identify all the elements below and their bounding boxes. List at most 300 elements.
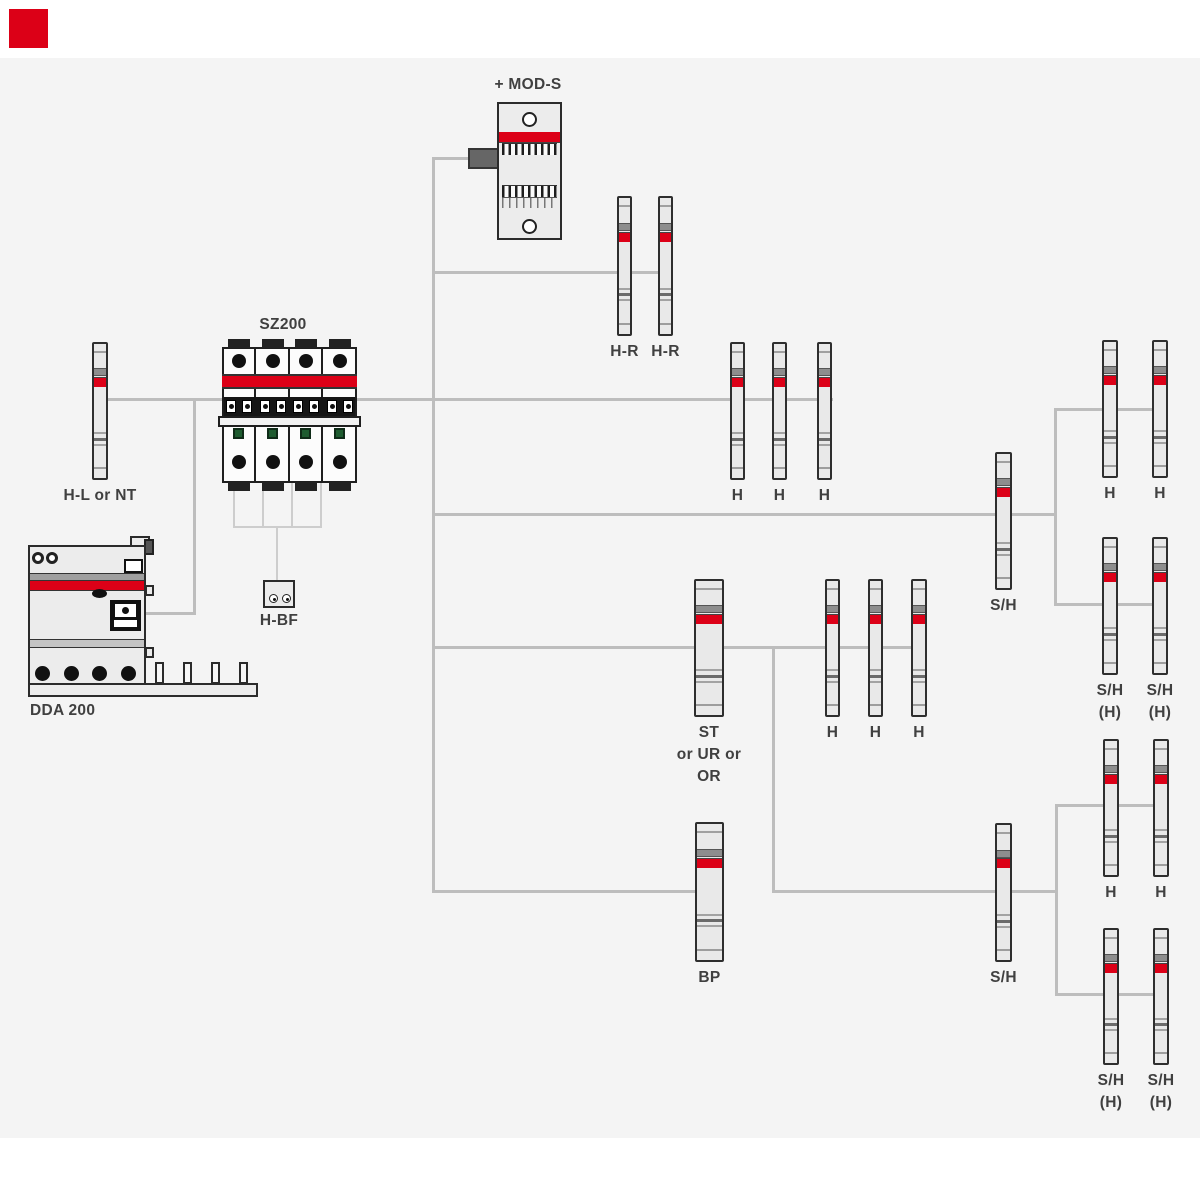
shh-right-lower-2-label bbox=[1148, 1070, 1175, 1114]
shh-right-upper-2-label-line: (H) bbox=[1148, 704, 1172, 721]
sz200-screw-icon bbox=[232, 455, 246, 469]
connection-line bbox=[320, 483, 322, 528]
sh-lower-stripe bbox=[997, 851, 1010, 857]
dda200-screw-icon bbox=[121, 666, 136, 681]
hr-1-stripe bbox=[619, 224, 630, 230]
hl-or-nt-stripe bbox=[94, 369, 106, 375]
h-mid-3-label bbox=[913, 722, 925, 744]
h-mid-2-stripe bbox=[870, 588, 881, 590]
h-top-1-stripe bbox=[732, 369, 743, 375]
sz200-label: SZ200 bbox=[259, 316, 307, 333]
shh-right-lower-1-label-line: (H) bbox=[1099, 1094, 1123, 1111]
sh-lower-stripe bbox=[997, 920, 1010, 923]
sh-lower-label-line: S/H bbox=[990, 969, 1017, 986]
shh-right-lower-2-red-band bbox=[1155, 964, 1167, 973]
st-ur-or-label bbox=[677, 722, 741, 788]
sh-lower-red-band bbox=[997, 859, 1010, 868]
h-right-lower-1-module bbox=[1103, 739, 1119, 877]
shh-right-lower-1-stripe bbox=[1105, 937, 1117, 939]
dda200-screw-icon bbox=[35, 666, 50, 681]
hr-2-module bbox=[658, 196, 673, 336]
h-right-upper-1-stripe bbox=[1104, 430, 1116, 432]
hr-1-stripe bbox=[619, 288, 630, 290]
sh-upper-red-band bbox=[997, 488, 1010, 497]
h-mid-1-stripe bbox=[827, 669, 838, 671]
shh-right-lower-2-label-line: (H) bbox=[1149, 1094, 1173, 1111]
connection-line bbox=[1118, 603, 1152, 606]
sh-lower-stripe bbox=[997, 914, 1010, 916]
h-right-lower-2-module bbox=[1153, 739, 1169, 877]
dda200-gray-band bbox=[30, 573, 144, 581]
bp-stripe bbox=[697, 831, 722, 833]
dda200-busbar-pin bbox=[183, 662, 192, 684]
dda200-baseplate bbox=[28, 683, 258, 697]
shh-right-upper-2-module bbox=[1152, 537, 1168, 675]
sz200-red-band bbox=[222, 376, 357, 387]
h-top-3-stripe bbox=[819, 369, 830, 375]
st-ur-or-label-line: or UR or bbox=[676, 746, 742, 763]
connection-line bbox=[883, 646, 911, 649]
connection-line bbox=[1118, 408, 1152, 411]
mod-s-clip-strip bbox=[502, 197, 557, 208]
h-top-2-stripe bbox=[774, 467, 785, 469]
h-right-lower-1-stripe bbox=[1105, 841, 1117, 843]
mod-s-knob bbox=[468, 148, 499, 169]
h-top-3-label bbox=[819, 485, 831, 507]
shh-right-lower-2-stripe bbox=[1155, 1052, 1167, 1054]
connection-line bbox=[291, 483, 293, 528]
h-right-lower-1-stripe bbox=[1105, 829, 1117, 831]
shh-right-upper-1-label bbox=[1097, 680, 1124, 724]
shh-right-upper-2-stripe bbox=[1154, 564, 1166, 570]
h-right-upper-1-label-line: H bbox=[1104, 485, 1116, 502]
h-top-3-module bbox=[817, 342, 832, 480]
connection-line bbox=[840, 646, 868, 649]
sz200-bottom-terminal bbox=[228, 482, 250, 491]
hl-or-nt-stripe bbox=[94, 438, 106, 441]
hr-2-stripe bbox=[660, 224, 671, 230]
shh-right-lower-2-stripe bbox=[1155, 1029, 1167, 1031]
bp-stripe bbox=[697, 949, 722, 951]
h-right-lower-2-stripe bbox=[1155, 829, 1167, 831]
connection-line bbox=[1054, 408, 1057, 606]
sh-upper-stripe bbox=[997, 554, 1010, 556]
shh-right-lower-1-stripe bbox=[1105, 1052, 1117, 1054]
h-right-lower-2-stripe bbox=[1155, 835, 1167, 838]
mod-s-contact-comb-upper bbox=[502, 143, 557, 155]
h-mid-2-red-band bbox=[870, 615, 881, 624]
shh-right-lower-1-label bbox=[1098, 1070, 1125, 1114]
sz200-top-terminal bbox=[228, 339, 250, 348]
shh-right-lower-1-label-line: S/H bbox=[1097, 1072, 1125, 1089]
shh-right-upper-1-stripe bbox=[1104, 633, 1116, 636]
shh-right-upper-1-red-band bbox=[1104, 573, 1116, 582]
hr-2-label-line: H-R bbox=[651, 343, 680, 360]
shh-right-upper-1-label-line: S/H bbox=[1096, 682, 1124, 699]
h-mid-2-label bbox=[870, 722, 882, 744]
h-top-1-stripe bbox=[732, 444, 743, 446]
sz200-status-indicator bbox=[334, 428, 345, 439]
hr-2-label bbox=[651, 341, 679, 363]
h-top-1-module bbox=[730, 342, 745, 480]
sz200-bottom-terminal bbox=[295, 482, 317, 491]
bp-module bbox=[695, 822, 724, 962]
hr-2-red-band bbox=[660, 233, 671, 242]
connection-line bbox=[1118, 993, 1153, 996]
h-right-lower-1-label bbox=[1105, 882, 1117, 904]
hr-2-stripe bbox=[660, 288, 671, 290]
sh-lower-stripe bbox=[997, 832, 1010, 834]
h-top-3-red-band bbox=[819, 378, 830, 387]
sz200-toggle-dot bbox=[296, 404, 301, 409]
h-top-2-stripe bbox=[774, 444, 785, 446]
dda200-test-button-icon bbox=[46, 552, 58, 564]
shh-right-upper-2-stripe bbox=[1154, 633, 1166, 636]
connection-line bbox=[1057, 603, 1102, 606]
dda200-label: DDA 200 bbox=[30, 702, 96, 719]
h-right-lower-1-label-line: H bbox=[1105, 884, 1117, 901]
h-mid-3-red-band bbox=[913, 615, 925, 624]
h-mid-2-stripe bbox=[870, 669, 881, 671]
sz200-top-terminal bbox=[295, 339, 317, 348]
shh-right-upper-2-stripe bbox=[1154, 662, 1166, 664]
sz200-toggle-dot bbox=[330, 404, 335, 409]
shh-right-lower-2-stripe bbox=[1155, 1018, 1167, 1020]
sh-upper-label-line: S/H bbox=[990, 597, 1017, 614]
mod-s-screw-bottom-icon bbox=[522, 219, 537, 234]
sz200-status-indicator bbox=[267, 428, 278, 439]
hl-or-nt-stripe bbox=[94, 351, 106, 353]
h-top-3-stripe bbox=[819, 351, 830, 353]
hr-1-module bbox=[617, 196, 632, 336]
h-top-3-stripe bbox=[819, 438, 830, 441]
shh-right-upper-2-label bbox=[1147, 680, 1174, 724]
h-top-1-label-line: H bbox=[731, 487, 744, 504]
h-bf-label: H-BF bbox=[259, 612, 299, 629]
sz200-toggle-dot bbox=[279, 404, 284, 409]
bp-stripe bbox=[697, 925, 722, 927]
st-ur-or-stripe bbox=[696, 681, 722, 683]
sh-upper-module bbox=[995, 452, 1012, 590]
connection-line bbox=[435, 890, 695, 893]
h-mid-2-label-line: H bbox=[869, 724, 882, 741]
hr-1-stripe bbox=[619, 299, 630, 301]
diagram-background bbox=[0, 58, 1200, 1138]
h-mid-3-stripe bbox=[913, 675, 925, 678]
bp-stripe bbox=[697, 919, 722, 922]
mod-s-screw-top-icon bbox=[522, 112, 537, 127]
h-mid-1-stripe bbox=[827, 606, 838, 612]
hr-2-stripe bbox=[660, 323, 671, 325]
h-right-upper-1-stripe bbox=[1104, 367, 1116, 373]
h-mid-3-stripe bbox=[913, 588, 925, 590]
hr-1-stripe bbox=[619, 293, 630, 296]
st-ur-or-red-band bbox=[696, 615, 722, 624]
hl-or-nt-module bbox=[92, 342, 108, 480]
connection-line bbox=[775, 890, 996, 893]
connection-line bbox=[435, 513, 996, 516]
sz200-bottom-terminal bbox=[329, 482, 351, 491]
h-bf-device bbox=[263, 580, 295, 608]
connection-line bbox=[1058, 993, 1103, 996]
st-ur-or-stripe bbox=[696, 606, 722, 612]
h-right-upper-2-stripe bbox=[1154, 367, 1166, 373]
h-right-upper-1-stripe bbox=[1104, 442, 1116, 444]
shh-right-lower-1-stripe bbox=[1105, 1018, 1117, 1020]
h-top-2-label bbox=[774, 485, 786, 507]
h-right-upper-2-stripe bbox=[1154, 436, 1166, 439]
bp-stripe bbox=[697, 914, 722, 916]
sz200-handle-tie-bar bbox=[218, 416, 361, 427]
h-top-1-red-band bbox=[732, 378, 743, 387]
mod-s-contact-comb-lower bbox=[502, 185, 557, 197]
h-right-lower-1-stripe bbox=[1105, 835, 1117, 838]
h-right-upper-1-red-band bbox=[1104, 376, 1116, 385]
shh-right-upper-2-red-band bbox=[1154, 573, 1166, 582]
h-top-2-label-line: H bbox=[773, 487, 786, 504]
h-mid-2-stripe bbox=[870, 704, 881, 706]
sz200-screw-icon bbox=[232, 354, 246, 368]
h-right-lower-2-stripe bbox=[1155, 766, 1167, 772]
h-mid-1-label-line: H bbox=[826, 724, 839, 741]
st-ur-or-label-line: OR bbox=[697, 768, 721, 785]
sz200-status-indicator bbox=[233, 428, 244, 439]
connection-line bbox=[1012, 890, 1058, 893]
shh-right-upper-1-stripe bbox=[1104, 639, 1116, 641]
h-top-1-label bbox=[732, 485, 744, 507]
h-right-upper-1-stripe bbox=[1104, 465, 1116, 467]
sh-upper-stripe bbox=[997, 548, 1010, 551]
h-top-1-stripe bbox=[732, 467, 743, 469]
sz200-toggle-dot bbox=[245, 404, 250, 409]
h-right-lower-2-label-line: H bbox=[1155, 884, 1167, 901]
hr-1-red-band bbox=[619, 233, 630, 242]
dda200-red-band bbox=[30, 581, 144, 591]
h-right-upper-2-label bbox=[1154, 483, 1166, 505]
st-ur-or-label-line: ST bbox=[698, 724, 720, 741]
shh-right-lower-1-module bbox=[1103, 928, 1119, 1065]
shh-right-upper-1-stripe bbox=[1104, 662, 1116, 664]
connection-line bbox=[632, 271, 658, 274]
shh-right-lower-2-stripe bbox=[1155, 1023, 1167, 1026]
sz200-red-band-edge bbox=[222, 387, 357, 389]
connection-line bbox=[1058, 804, 1103, 807]
hr-1-stripe bbox=[619, 205, 630, 207]
connection-line bbox=[435, 157, 468, 160]
h-mid-1-stripe bbox=[827, 675, 838, 678]
connection-line bbox=[1057, 408, 1102, 411]
hl-or-nt-stripe bbox=[94, 444, 106, 446]
sh-lower-module bbox=[995, 823, 1012, 962]
hl-or-nt-label bbox=[63, 485, 136, 507]
dda200-connector-dot bbox=[122, 607, 129, 614]
hr-1-label-line: H-R bbox=[610, 343, 639, 360]
h-mid-1-stripe bbox=[827, 681, 838, 683]
sh-upper-label bbox=[990, 595, 1017, 617]
mod-s-label: + MOD-S bbox=[494, 76, 562, 93]
h-mid-3-label-line: H bbox=[913, 724, 925, 741]
h-right-lower-1-stripe bbox=[1105, 864, 1117, 866]
bp-label bbox=[698, 967, 720, 989]
shh-right-upper-1-stripe bbox=[1104, 546, 1116, 548]
h-top-3-stripe bbox=[819, 467, 830, 469]
h-mid-1-red-band bbox=[827, 615, 838, 624]
h-right-upper-2-stripe bbox=[1154, 349, 1166, 351]
h-top-2-stripe bbox=[774, 351, 785, 353]
shh-right-lower-2-stripe bbox=[1155, 937, 1167, 939]
h-right-lower-2-stripe bbox=[1155, 748, 1167, 750]
h-right-lower-1-red-band bbox=[1105, 775, 1117, 784]
h-mid-1-stripe bbox=[827, 704, 838, 706]
h-bf-terminal-dot bbox=[273, 598, 276, 601]
dda200-busbar-pin bbox=[155, 662, 164, 684]
h-right-upper-1-stripe bbox=[1104, 349, 1116, 351]
h-mid-3-stripe bbox=[913, 681, 925, 683]
sz200-screw-icon bbox=[266, 455, 280, 469]
sh-lower-label bbox=[990, 967, 1017, 989]
shh-right-lower-1-stripe bbox=[1105, 955, 1117, 961]
connection-line bbox=[276, 526, 278, 582]
h-top-2-red-band bbox=[774, 378, 785, 387]
st-ur-or-module bbox=[694, 579, 724, 717]
h-right-lower-2-label bbox=[1155, 882, 1167, 904]
sz200-top-terminal bbox=[329, 339, 351, 348]
st-ur-or-stripe bbox=[696, 588, 722, 590]
sz200-toggle-dot bbox=[346, 404, 351, 409]
h-top-3-stripe bbox=[819, 444, 830, 446]
sz200-toggle-dot bbox=[229, 404, 234, 409]
h-right-upper-2-stripe bbox=[1154, 465, 1166, 467]
connection-line bbox=[1055, 804, 1058, 996]
sz200-screw-icon bbox=[333, 455, 347, 469]
dda200-lower-band bbox=[30, 639, 144, 648]
shh-right-upper-2-stripe bbox=[1154, 546, 1166, 548]
h-mid-2-stripe bbox=[870, 606, 881, 612]
h-right-lower-1-stripe bbox=[1105, 748, 1117, 750]
connection-line bbox=[772, 646, 775, 893]
h-mid-1-stripe bbox=[827, 588, 838, 590]
h-right-upper-2-stripe bbox=[1154, 430, 1166, 432]
sh-lower-stripe bbox=[997, 926, 1010, 928]
dda200-screw-icon bbox=[64, 666, 79, 681]
hl-or-nt-label-line: H-L or NT bbox=[63, 487, 137, 504]
connection-line bbox=[1118, 804, 1153, 807]
connection-line bbox=[435, 646, 694, 649]
sh-upper-stripe bbox=[997, 461, 1010, 463]
mod-s-device bbox=[497, 102, 562, 240]
h-mid-2-stripe bbox=[870, 681, 881, 683]
dda200-lever-icon bbox=[92, 589, 107, 598]
sz200-bottom-terminal bbox=[262, 482, 284, 491]
h-right-upper-2-label-line: H bbox=[1154, 485, 1166, 502]
h-top-2-stripe bbox=[774, 432, 785, 434]
hl-or-nt-red-band bbox=[94, 378, 106, 387]
sh-lower-stripe bbox=[997, 949, 1010, 951]
shh-right-lower-1-stripe bbox=[1105, 1023, 1117, 1026]
hr-2-stripe bbox=[660, 293, 671, 296]
logo-red-square bbox=[9, 9, 48, 48]
h-right-lower-1-stripe bbox=[1105, 766, 1117, 772]
hr-2-stripe bbox=[660, 205, 671, 207]
h-mid-2-stripe bbox=[870, 675, 881, 678]
shh-right-upper-2-label-line: S/H bbox=[1146, 682, 1174, 699]
connection-line bbox=[435, 271, 617, 274]
shh-right-lower-2-module bbox=[1153, 928, 1169, 1065]
shh-right-upper-1-stripe bbox=[1104, 564, 1116, 570]
shh-right-lower-1-stripe bbox=[1105, 1029, 1117, 1031]
bp-label-line: BP bbox=[698, 969, 721, 986]
dda200-side-tab bbox=[145, 647, 154, 658]
sz200-top-terminal bbox=[262, 339, 284, 348]
h-top-3-stripe bbox=[819, 432, 830, 434]
sz200-screw-icon bbox=[299, 354, 313, 368]
dda200-window bbox=[124, 559, 143, 573]
hl-or-nt-stripe bbox=[94, 467, 106, 469]
connection-line bbox=[1012, 513, 1057, 516]
h-right-upper-1-stripe bbox=[1104, 436, 1116, 439]
sz200-toggle-dot bbox=[312, 404, 317, 409]
sh-upper-stripe bbox=[997, 577, 1010, 579]
st-ur-or-stripe bbox=[696, 669, 722, 671]
h-top-1-stripe bbox=[732, 438, 743, 441]
dda200-test-button-icon bbox=[32, 552, 44, 564]
shh-right-lower-2-label-line: S/H bbox=[1147, 1072, 1175, 1089]
sh-upper-stripe bbox=[997, 542, 1010, 544]
connection-line bbox=[193, 398, 196, 615]
h-right-lower-2-stripe bbox=[1155, 841, 1167, 843]
h-mid-1-label bbox=[827, 722, 839, 744]
hr-1-stripe bbox=[619, 323, 630, 325]
dda200-screw-icon bbox=[92, 666, 107, 681]
h-mid-2-module bbox=[868, 579, 883, 717]
h-top-2-module bbox=[772, 342, 787, 480]
h-right-upper-1-label bbox=[1104, 483, 1116, 505]
h-mid-3-stripe bbox=[913, 606, 925, 612]
sz200-toggle-dot bbox=[263, 404, 268, 409]
h-right-upper-2-red-band bbox=[1154, 376, 1166, 385]
sz200-status-indicator bbox=[300, 428, 311, 439]
dda200-busbar-pin bbox=[211, 662, 220, 684]
shh-right-upper-2-stripe bbox=[1154, 627, 1166, 629]
h-top-1-stripe bbox=[732, 351, 743, 353]
h-right-upper-2-module bbox=[1152, 340, 1168, 478]
h-mid-1-module bbox=[825, 579, 840, 717]
h-right-upper-1-module bbox=[1102, 340, 1118, 478]
shh-right-upper-1-stripe bbox=[1104, 627, 1116, 629]
h-right-lower-2-stripe bbox=[1155, 864, 1167, 866]
bp-red-band bbox=[697, 859, 722, 868]
connection-line bbox=[139, 612, 196, 615]
h-right-lower-2-red-band bbox=[1155, 775, 1167, 784]
shh-right-lower-1-red-band bbox=[1105, 964, 1117, 973]
h-mid-3-stripe bbox=[913, 669, 925, 671]
h-top-2-stripe bbox=[774, 438, 785, 441]
h-top-3-label-line: H bbox=[818, 487, 831, 504]
mod-s-red-band bbox=[499, 132, 560, 143]
sz200-screw-icon bbox=[299, 455, 313, 469]
bp-stripe bbox=[697, 850, 722, 856]
h-top-1-stripe bbox=[732, 432, 743, 434]
dda200-connector-bracket bbox=[114, 620, 137, 627]
st-ur-or-stripe bbox=[696, 704, 722, 706]
hr-2-stripe bbox=[660, 299, 671, 301]
h-top-2-stripe bbox=[774, 369, 785, 375]
h-bf-terminal-dot bbox=[286, 598, 289, 601]
shh-right-upper-2-stripe bbox=[1154, 639, 1166, 641]
h-mid-3-stripe bbox=[913, 704, 925, 706]
dda200-side-tab bbox=[145, 585, 154, 596]
hr-1-label bbox=[610, 341, 638, 363]
